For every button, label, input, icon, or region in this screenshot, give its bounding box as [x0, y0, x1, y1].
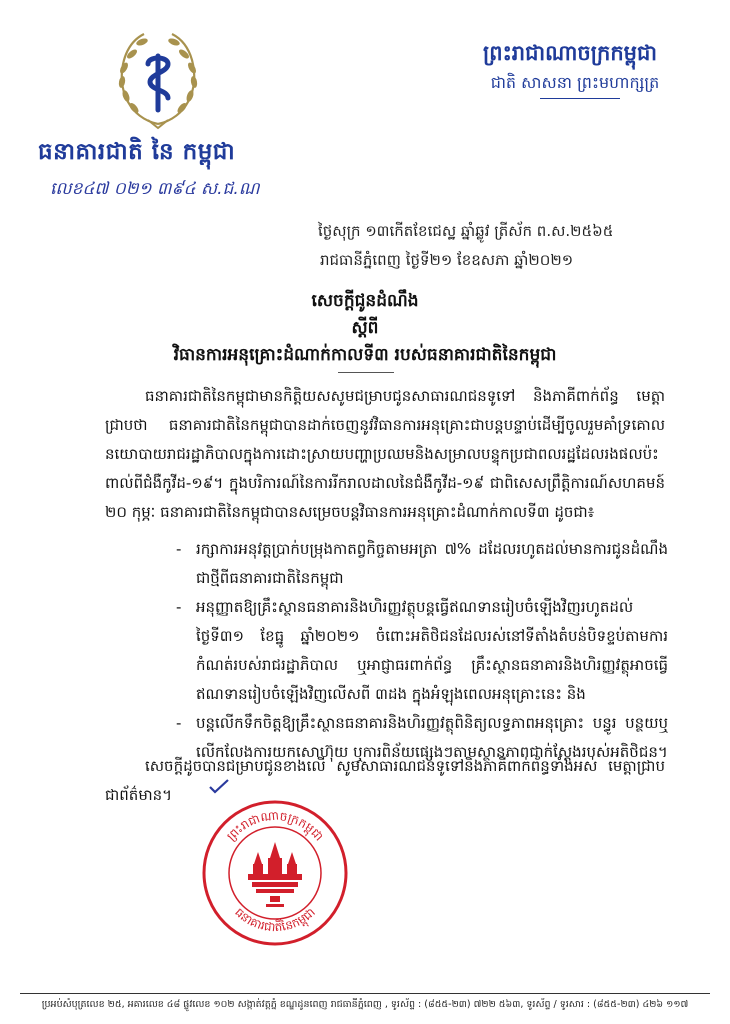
list-item-text: រក្សាការអនុវត្តប្រាក់បម្រុងកាតព្វកិច្ចតាមអត្រា ៧% ដដែលរហូតដល់មានការជូនដំណឹងជាថ្មីពីធនាគារជាតិនៃកម្ពុជា [196, 540, 668, 587]
seal-bottom-text: ធនាគារជាតិនៃកម្ពុជា [232, 904, 318, 935]
bullet-marker: - [176, 598, 182, 616]
closing-paragraph: សេចក្តីដូចបានជម្រាបជូនខាងលើ សូមសាធារណជនទូទៅនិងភាគីពាក់ព័ន្ធទាំងអស់ មេត្តាជ្រាបជាព័ត៌មាន។ [105, 757, 665, 804]
official-seal [200, 798, 350, 948]
signature-mark-icon [208, 778, 230, 794]
lunar-date: ថ្ងៃសុក្រ ១៣កើតខែជេស្ឋ ឆ្នាំឆ្លូវ ត្រីស័ក ព.ស.២៥៦៥ [318, 222, 614, 240]
footer-address: ប្រអប់សំបុត្រលេខ ២៥, អគារលេខ ៤៨ ផ្លូវលេខ ១០២ សង្កាត់វត្តភ្នំ ខណ្ឌដូនពេញ រាជធានីភ្នំពេញ , ទូរស័ព្ទ : (៨៥៥-២៣) ៧២២ ៥៦៣, ទូរស័ព្ទ / ទូរសារ : (៨៥៥-២៣) ៤២៦ ១១៧ [41, 999, 689, 1010]
svg-text:ព្រះរាជាណាចក្រកម្ពុជា [224, 808, 326, 843]
list-item-text: អនុញ្ញាតឱ្យគ្រឹះស្ថានធនាគារនិងហិរញ្ញវត្ថុបន្តធ្វើឥណទានរៀបចំឡើងវិញរហូតដល់ថ្ងៃទី៣១ ខែធ្នូ ឆ្នាំ២០២១ ចំពោះអតិថិជនដែលរស់នៅទីតាំងតំបន់បិទខ្ទប់តាមការកំណត់របស់រាជរដ្ឋាភិបាល ឬអាជ្ញាធរពាក់ព័ន្ធ គ្រឹះស្ថានធនាគារនិងហិរញ្ញវត្ថុអាចធ្វើឥណទានរៀបចំឡើងវិញលើសពី ៣ដង ក្នុងអំឡុងពេលអនុគ្រោះនេះ និង [196, 598, 668, 703]
bullet-marker: - [176, 714, 182, 732]
list-item-text: បន្តលើកទឹកចិត្តឱ្យគ្រឹះស្ថានធនាគារនិងហិរញ្ញវត្ថុពិនិត្យលទ្ធភាពអនុគ្រោះ បន្ធូរ បន្ថយឬលើកលែងការយកសោហ៊ុយ ឬការពិន័យផ្សេងៗតាមស្ថានភាពជាក់ស្តែងរបស់អតិថិជន។ [196, 714, 668, 761]
kingdom-heading: ព្រះរាជាណាចក្រកម្ពុជា [482, 41, 657, 65]
bullet-marker: - [176, 540, 182, 558]
title-line-2: ស្តីពី [351, 318, 379, 338]
national-motto: ជាតិ សាសនា ព្រះមហាក្សត្រ [490, 73, 660, 92]
solar-date: រាជធានីភ្នំពេញ ថ្ងៃទី២១ ខែឧសភា ឆ្នាំ២០២១ [320, 251, 574, 269]
reference-number: លេខ៤៧ ០២១ ៣៩៤ ស.ជ.ណ [50, 179, 260, 199]
notice-title [0, 288, 730, 369]
title-line-1: សេចក្តីជូនដំណឹង [311, 291, 419, 311]
angkor-temple-icon [248, 842, 302, 907]
motto-divider [540, 98, 620, 99]
intro-paragraph: ធនាគារជាតិនៃកម្ពុជាមានកិត្តិយសសូមជម្រាបជូនសាធារណជនទូទៅ និងភាគីពាក់ព័ន្ធ មេត្តាជ្រាបថា ធនាគារជាតិនៃកម្ពុជាបានដាក់ចេញនូវវិធានការអនុគ្រោះជាបន្តបន្ទាប់ដើម្បីចូលរួមគាំទ្រគោលនយោបាយរាជរដ្ឋាភិបាលក្នុងការដោះស្រាយបញ្ហាប្រឈមនិងសម្រាលបន្ទុកប្រជាពលរដ្ឋដែលរងផលប៉ះពាល់ពីជំងឺកូវីដ-១៩។ ក្នុងបរិការណ៍នៃការរីករាលដាលនៃជំងឺកូវីដ-១៩ ជាពិសេសព្រឹត្តិការណ៍សហគមន៍ ២០ កុម្ភៈ ធនាគារជាតិនៃកម្ពុជាបានសម្រេចបន្តវិធានការអនុគ្រោះដំណាក់កាលទី៣ ដូចជា៖ [105, 387, 665, 521]
seal-top-text: ព្រះរាជាណាចក្រកម្ពុជា [223, 808, 327, 844]
measures-list [176, 535, 668, 767]
title-line-3: វិធានការអនុគ្រោះដំណាក់កាលទី៣ របស់ធនាគារជាតិនៃកម្ពុជា [173, 345, 557, 365]
footer-divider [20, 993, 710, 994]
bank-name: ធនាគារជាតិ នៃ កម្ពុជា [38, 139, 236, 165]
bank-emblem-logo [110, 28, 206, 132]
list-item [176, 535, 668, 593]
title-divider [338, 372, 394, 373]
list-item [176, 593, 668, 709]
